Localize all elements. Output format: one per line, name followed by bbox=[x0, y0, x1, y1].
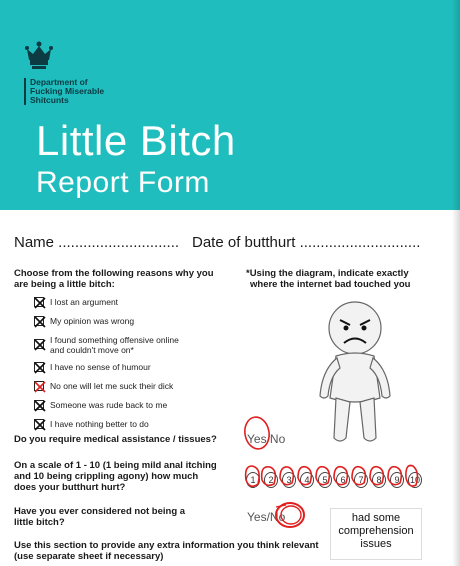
question-line: Choose from the following reasons why you bbox=[14, 268, 214, 279]
note-line: issues bbox=[360, 538, 392, 550]
pain-scale bbox=[244, 470, 424, 490]
crown-crest-icon bbox=[22, 40, 56, 72]
check-mark-icon bbox=[34, 381, 46, 393]
reason-option[interactable] bbox=[34, 418, 244, 432]
reason-label: Someone was rude back to me bbox=[50, 400, 168, 410]
checkbox[interactable] bbox=[34, 419, 44, 429]
check-mark-icon bbox=[34, 316, 46, 328]
name-field[interactable]: Name ............................. bbox=[14, 234, 180, 251]
reason-option[interactable] bbox=[34, 380, 244, 394]
diagram-question bbox=[246, 268, 446, 290]
scale-option[interactable]: 5 bbox=[318, 472, 332, 488]
yes-option[interactable]: Yes bbox=[247, 432, 267, 446]
question-line: (use separate sheet if necessary) bbox=[14, 551, 164, 562]
form-title-line2: Report Form bbox=[36, 166, 210, 199]
checkbox[interactable] bbox=[34, 400, 44, 410]
reason-label: I have nothing better to do bbox=[50, 419, 149, 429]
separator: / bbox=[266, 510, 270, 524]
reasons-checklist bbox=[34, 296, 244, 437]
question-line: *Using the diagram, indicate exactly bbox=[246, 268, 409, 279]
no-option[interactable]: No bbox=[269, 510, 286, 524]
scale-option[interactable]: 6 bbox=[336, 472, 350, 488]
scale-option[interactable]: 7 bbox=[354, 472, 368, 488]
form-header bbox=[0, 0, 460, 210]
checkbox[interactable] bbox=[34, 316, 44, 326]
question-line: Have you ever considered not being a bbox=[14, 506, 186, 517]
scale-option[interactable]: 1 bbox=[246, 472, 260, 488]
date-field[interactable]: Date of butthurt ............................. bbox=[192, 234, 421, 251]
dept-line: Department of bbox=[30, 77, 88, 87]
question-line: little bitch? bbox=[14, 517, 65, 528]
checkbox[interactable] bbox=[34, 362, 44, 372]
extra-info-question bbox=[14, 540, 334, 562]
handwritten-note bbox=[330, 508, 422, 560]
reason-label: No one will let me suck their dick bbox=[50, 381, 174, 391]
page-edge-shadow bbox=[452, 0, 460, 566]
check-mark-icon bbox=[34, 400, 46, 412]
department-name bbox=[24, 78, 180, 105]
scale-option[interactable]: 4 bbox=[300, 472, 314, 488]
note-line: had some bbox=[351, 512, 401, 524]
check-mark-icon bbox=[34, 339, 46, 351]
reason-option[interactable] bbox=[34, 361, 244, 375]
check-mark-icon bbox=[34, 419, 46, 431]
yes-option[interactable]: Yes bbox=[247, 510, 267, 524]
considered-answer[interactable] bbox=[247, 510, 285, 524]
dept-line: Fucking Miserable bbox=[30, 86, 105, 96]
considered-question bbox=[14, 506, 244, 528]
checkbox[interactable] bbox=[34, 381, 44, 391]
separator: / bbox=[266, 432, 270, 446]
reason-option[interactable] bbox=[34, 296, 244, 310]
medical-answer[interactable] bbox=[247, 432, 285, 446]
reason-label: I found something offensive online and couldn't move on* bbox=[50, 335, 179, 355]
reason-option[interactable] bbox=[34, 334, 244, 356]
question-line: On a scale of 1 - 10 (1 being mild anal itching bbox=[14, 460, 217, 471]
reason-option[interactable] bbox=[34, 399, 244, 413]
check-mark-icon bbox=[34, 297, 46, 309]
question-line: Use this section to provide any extra information you think relevant bbox=[14, 540, 319, 551]
form-title-line1: Little Bitch bbox=[36, 117, 236, 164]
question-line: does your butthurt hurt? bbox=[14, 482, 126, 493]
scale-option[interactable]: 8 bbox=[372, 472, 386, 488]
body-diagram[interactable] bbox=[300, 298, 410, 448]
checkbox[interactable] bbox=[34, 339, 44, 349]
scale-question bbox=[14, 460, 254, 493]
scale-option[interactable]: 10 bbox=[408, 472, 422, 488]
reason-label: I have no sense of humour bbox=[50, 362, 151, 372]
medical-question: Do you require medical assistance / tissues? bbox=[14, 434, 217, 445]
no-option[interactable]: No bbox=[269, 432, 286, 446]
question-line: and 10 being crippling agony) how much bbox=[14, 471, 199, 482]
reason-label: I lost an argument bbox=[50, 297, 119, 307]
reason-label: My opinion was wrong bbox=[50, 316, 135, 326]
scale-option[interactable]: 3 bbox=[282, 472, 296, 488]
reasons-question bbox=[14, 268, 244, 290]
reason-option[interactable] bbox=[34, 315, 244, 329]
scale-option[interactable]: 9 bbox=[390, 472, 404, 488]
scale-option[interactable]: 2 bbox=[264, 472, 278, 488]
question-line: are being a little bitch: bbox=[14, 279, 115, 290]
dept-line: Shitcunts bbox=[30, 95, 69, 105]
checkbox[interactable] bbox=[34, 297, 44, 307]
note-line: comprehension bbox=[338, 525, 414, 537]
check-mark-icon bbox=[34, 362, 46, 374]
question-line: where the internet bad touched you bbox=[250, 279, 411, 290]
